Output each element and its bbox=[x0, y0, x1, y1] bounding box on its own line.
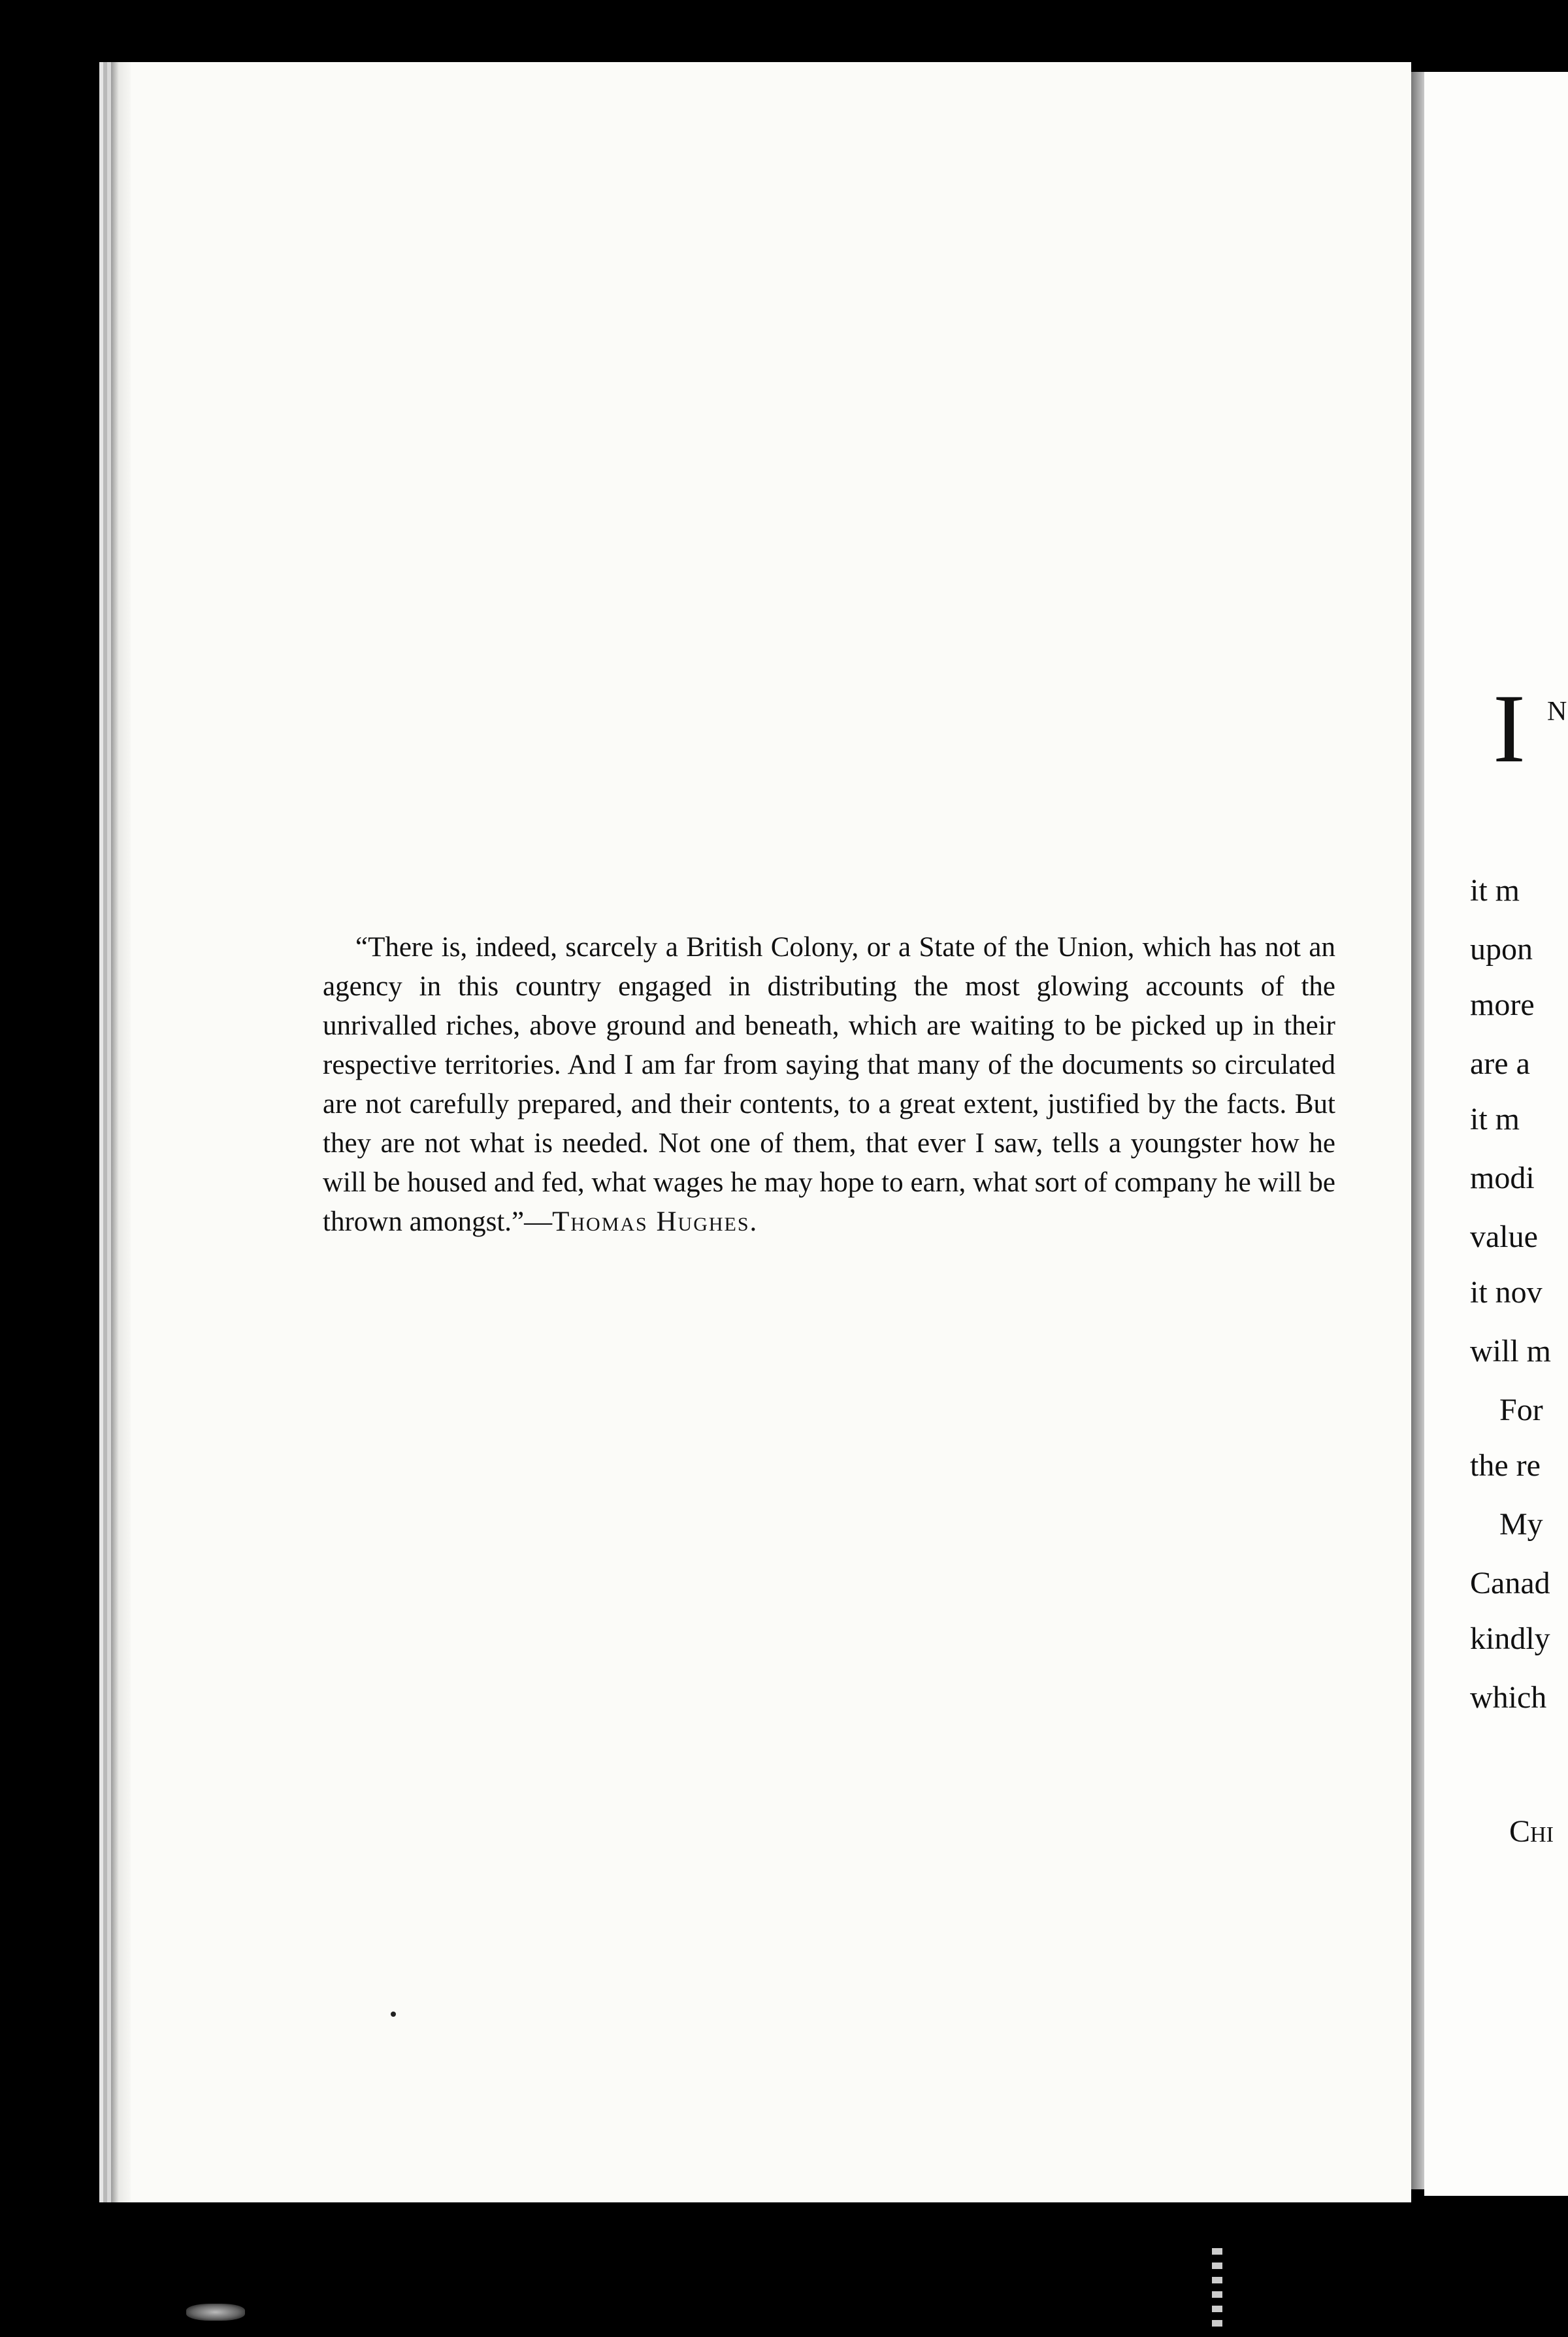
right-page-line: kindly bbox=[1470, 1621, 1550, 1656]
right-page-line: the re bbox=[1470, 1448, 1541, 1483]
right-page-line: which bbox=[1470, 1680, 1547, 1715]
right-page-line: For bbox=[1499, 1393, 1543, 1427]
right-page-line: it nov bbox=[1470, 1275, 1543, 1310]
right-page-line: Canad bbox=[1470, 1566, 1550, 1600]
quote-text: “There is, indeed, scarcely a British Colony, or a State of the Union, which has not an agency in this country engaged in distributing the most glowing accounts of the unrivalled riches, above ground and beneath, which are waiting to be picked up in their respective territories. And I am far from saying that many of the documents so circulated are not carefully prepared, and their contents, to a great extent, justified by the facts. But they are not what is needed. Not one of them, that ever I saw, tells a youngster how he will be housed and fed, what wages he may hope to earn, what sort of company he will be thrown amongst.”— bbox=[323, 932, 1335, 1237]
right-page-line: will m bbox=[1470, 1334, 1552, 1368]
quote-author: Thomas Hughes. bbox=[552, 1206, 759, 1237]
right-page-line: My bbox=[1499, 1507, 1543, 1542]
right-page-line: it m bbox=[1470, 1102, 1520, 1136]
epigraph-quote bbox=[323, 928, 1335, 1242]
scanner-mark bbox=[186, 2304, 245, 2321]
page-gutter bbox=[1411, 72, 1424, 2189]
right-page-signoff: Chi bbox=[1509, 1814, 1554, 1849]
right-page-line: it m bbox=[1470, 873, 1520, 908]
right-page-line: value bbox=[1470, 1219, 1538, 1254]
right-page bbox=[1424, 72, 1568, 2196]
right-page-line: are a bbox=[1470, 1046, 1530, 1081]
print-speck bbox=[391, 2012, 396, 2017]
spine-edge bbox=[1212, 2248, 1222, 2333]
right-page-line: more bbox=[1470, 987, 1535, 1022]
drop-cap: I bbox=[1493, 674, 1526, 783]
right-page-line: modi bbox=[1470, 1161, 1535, 1195]
drop-cap-continuation: N bbox=[1547, 697, 1567, 727]
right-page-line: upon bbox=[1470, 932, 1533, 967]
